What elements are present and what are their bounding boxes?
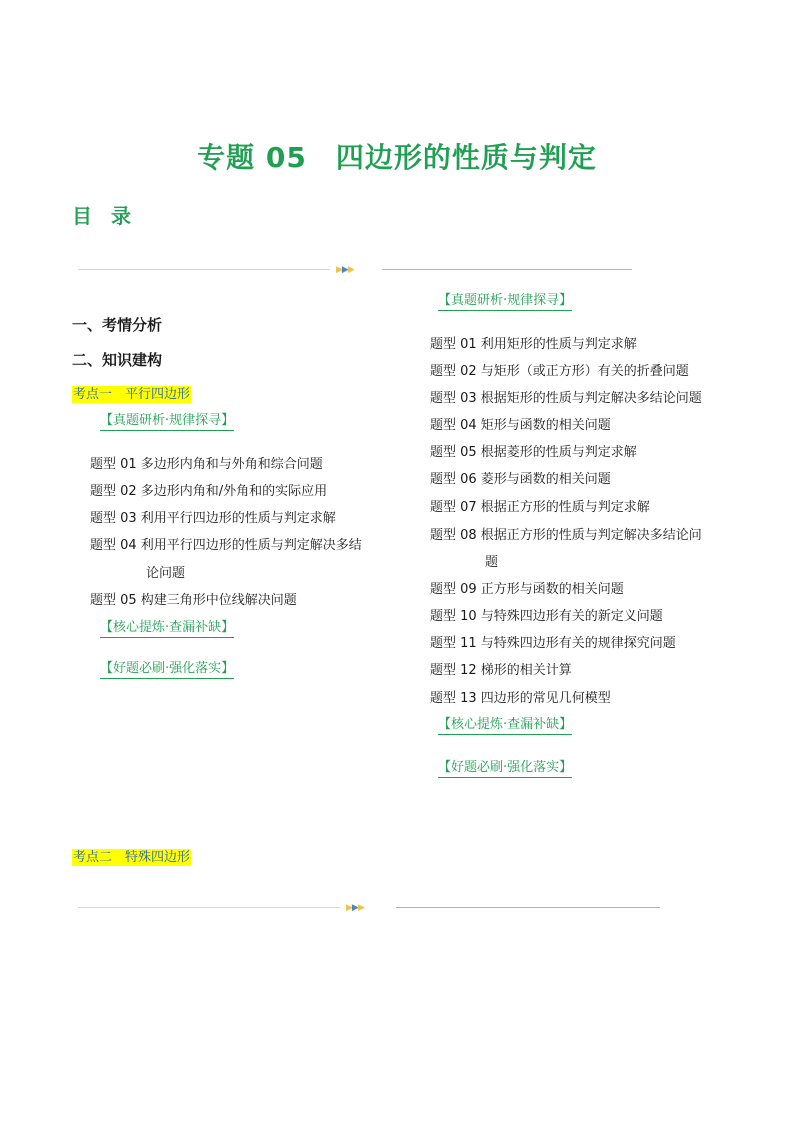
left-bracket-hexin[interactable]: 【核心提炼·查漏补缺】 bbox=[100, 619, 234, 638]
right-item-9[interactable]: 题型 09 正方形与函数的相关问题 bbox=[430, 582, 624, 597]
right-item-13[interactable]: 题型 13 四边形的常见几何模型 bbox=[430, 691, 611, 706]
left-item-1[interactable]: 题型 01 多边形内角和与外角和综合问题 bbox=[90, 457, 323, 472]
left-item-4-cont[interactable]: 论问题 bbox=[146, 566, 186, 581]
divider-bottom: ▶▶▶ bbox=[78, 902, 660, 914]
left-bracket-haoti[interactable]: 【好题必刷·强化落实】 bbox=[100, 660, 234, 679]
page-title: 专题 05 四边形的性质与判定 bbox=[197, 141, 597, 174]
right-item-7[interactable]: 题型 07 根据正方形的性质与判定求解 bbox=[430, 500, 650, 515]
left-item-2[interactable]: 题型 02 多边形内角和/外角和的实际应用 bbox=[90, 484, 328, 499]
section-zhishi[interactable]: 二、知识建构 bbox=[72, 351, 163, 369]
right-bracket-haoti[interactable]: 【好题必刷·强化落实】 bbox=[438, 759, 572, 778]
right-item-12[interactable]: 题型 12 梯形的相关计算 bbox=[430, 663, 572, 678]
right-item-11[interactable]: 题型 11 与特殊四边形有关的规律探究问题 bbox=[430, 636, 676, 651]
section-kaoqing[interactable]: 一、考情分析 bbox=[72, 316, 163, 334]
right-item-6[interactable]: 题型 06 菱形与函数的相关问题 bbox=[430, 472, 611, 487]
right-item-3[interactable]: 题型 03 根据矩形的性质与判定解决多结论问题 bbox=[430, 391, 702, 406]
left-item-4[interactable]: 题型 04 利用平行四边形的性质与判定解决多结 bbox=[90, 538, 362, 553]
right-item-8-cont[interactable]: 题 bbox=[485, 555, 499, 570]
right-item-10[interactable]: 题型 10 与特殊四边形有关的新定义问题 bbox=[430, 609, 663, 624]
right-item-4[interactable]: 题型 04 矩形与函数的相关问题 bbox=[430, 418, 611, 433]
kaodian-2[interactable]: 考点二 特殊四边形 bbox=[73, 850, 191, 865]
left-item-3[interactable]: 题型 03 利用平行四边形的性质与判定求解 bbox=[90, 511, 336, 526]
divider-top: ▶▶▶ bbox=[78, 264, 632, 276]
right-item-8[interactable]: 题型 08 根据正方形的性质与判定解决多结论问 bbox=[430, 528, 702, 543]
toc-heading: 目 录 bbox=[72, 204, 137, 228]
right-item-5[interactable]: 题型 05 根据菱形的性质与判定求解 bbox=[430, 445, 637, 460]
left-bracket-zhenti[interactable]: 【真题研析·规律探寻】 bbox=[100, 412, 234, 431]
right-item-2[interactable]: 题型 02 与矩形（或正方形）有关的折叠问题 bbox=[430, 364, 689, 379]
right-bracket-zhenti[interactable]: 【真题研析·规律探寻】 bbox=[438, 292, 572, 311]
kaodian-1[interactable]: 考点一 平行四边形 bbox=[73, 387, 191, 402]
right-item-1[interactable]: 题型 01 利用矩形的性质与判定求解 bbox=[430, 337, 637, 352]
right-bracket-hexin[interactable]: 【核心提炼·查漏补缺】 bbox=[438, 716, 572, 735]
left-item-5[interactable]: 题型 05 构建三角形中位线解决问题 bbox=[90, 593, 297, 608]
